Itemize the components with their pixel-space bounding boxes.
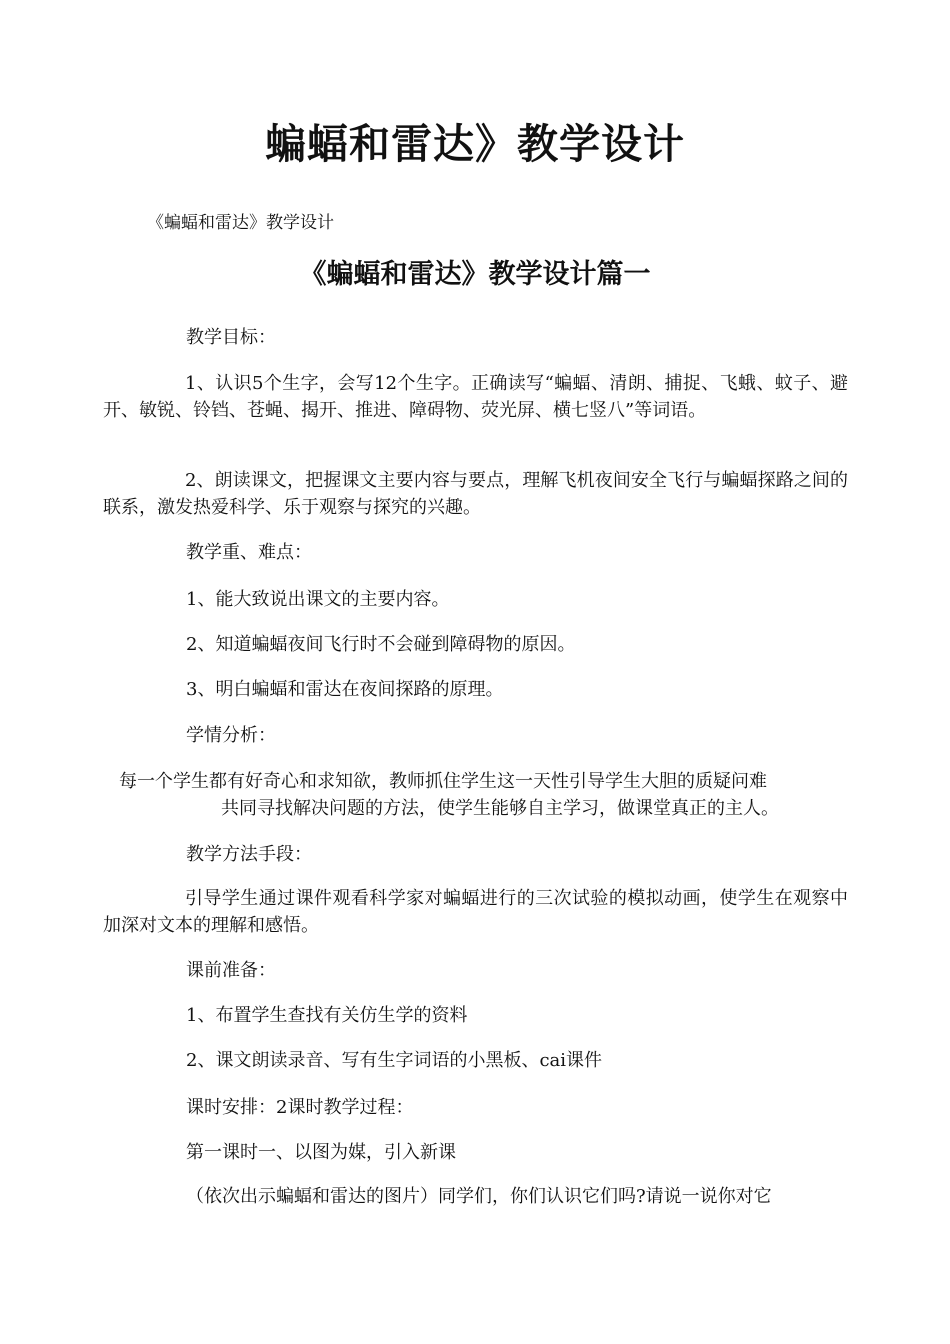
document-subtitle: 《蝙蝠和雷达》教学设计 xyxy=(147,213,334,233)
analysis-line-2: 共同寻找解决问题的方法，使学生能够自主学习，做课堂真正的主人。 xyxy=(221,798,779,819)
section-title: 《蝙蝠和雷达》教学设计篇一 xyxy=(299,259,651,290)
methods-text: 引导学生通过课件观看科学家对蝙蝠进行的三次试验的模拟动画，使学生在观察中加深对文本的理解和感悟。 xyxy=(103,888,848,936)
objective-2: 2、朗读课文，把握课文主要内容与要点，理解飞机夜间安全飞行与蝙蝠探路之间的联系，激发热爱科学、乐于观察与探究的兴趣。 xyxy=(103,470,848,518)
analysis-heading: 学情分析： xyxy=(186,725,276,746)
key-point-2: 2、知道蝙蝠夜间飞行时不会碰到障碍物的原因。 xyxy=(186,634,576,655)
analysis-line-1: 每一个学生都有好奇心和求知欲，教师抓住学生这一天性引导学生大胆的质疑问难 xyxy=(119,771,767,792)
key-point-1: 1、能大致说出课文的主要内容。 xyxy=(186,589,450,610)
methods-heading: 教学方法手段： xyxy=(186,844,312,865)
prep-item-2: 2、课文朗读录音、写有生字词语的小黑板、cai课件 xyxy=(186,1050,603,1071)
lesson-one-heading: 第一课时一、以图为媒，引入新课 xyxy=(186,1142,456,1163)
key-point-3: 3、明白蝙蝠和雷达在夜间探路的原理。 xyxy=(186,679,504,700)
objective-1: 1、认识5个生字，会写12个生字。正确读写“蝙蝠、清朗、捕捉、飞蛾、蚊子、避开、敏锐、铃铛、苍蝇、揭开、推进、障碍物、荧光屏、横七竖八”等词语。 xyxy=(103,373,848,421)
lesson-one-text: （依次出示蝙蝠和雷达的图片）同学们，你们认识它们吗?请说一说你对它 xyxy=(186,1186,772,1207)
key-points-heading: 教学重、难点： xyxy=(186,542,312,563)
schedule-line: 课时安排：2课时教学过程： xyxy=(186,1097,414,1118)
prep-heading: 课前准备： xyxy=(186,960,276,981)
prep-item-1: 1、布置学生查找有关仿生学的资料 xyxy=(186,1005,468,1026)
objectives-heading: 教学目标： xyxy=(186,327,276,348)
document-title: 蝙蝠和雷达》教学设计 xyxy=(265,120,685,168)
